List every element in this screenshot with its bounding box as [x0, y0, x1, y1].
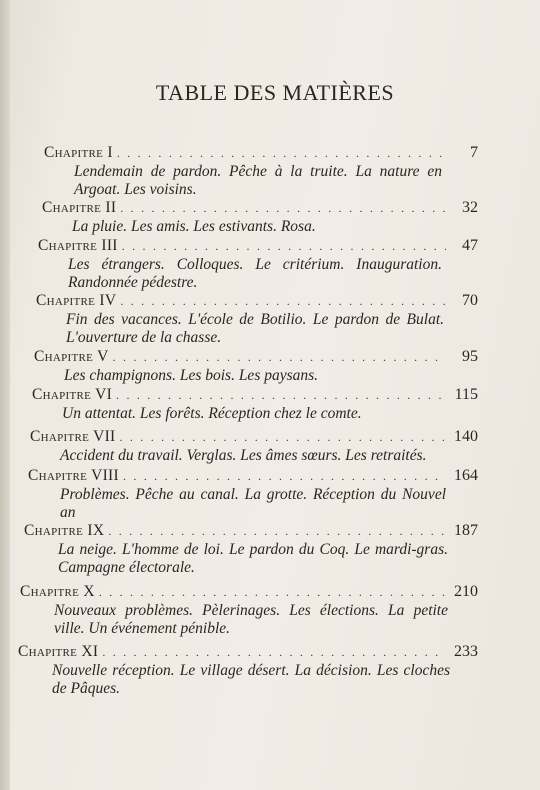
chapter-label: Chapitre V — [34, 348, 109, 365]
chapter-summary: Les étrangers. Colloques. Le critérium. Inauguration. Randonnée pédestre. — [68, 256, 442, 291]
chapter-label: Chapitre IX — [24, 522, 105, 539]
page-title: TABLE DES MATIÈRES — [155, 80, 395, 105]
chapter-label: Chapitre I — [44, 144, 113, 161]
toc-entry — [32, 386, 478, 423]
chapter-label: Chapitre X — [20, 583, 95, 600]
page-number: 70 — [462, 292, 478, 309]
chapter-summary: Fin des vacances. L'école de Botilio. Le pardon de Bulat. L'ouverture de la chasse. — [66, 311, 444, 346]
toc-entry — [28, 467, 478, 522]
dot-leader — [99, 585, 446, 600]
chapter-summary: Nouvelle réception. Le village désert. La décision. Les cloches de Pâques. — [52, 662, 450, 697]
dot-leader — [116, 388, 446, 403]
chapter-summary: Nouveaux problèmes. Pèlerinages. Les élections. La petite ville. Un événement pénible. — [54, 602, 448, 637]
chapter-summary: La pluie. Les amis. Les estivants. Rosa. — [72, 218, 316, 235]
chapter-summary: La neige. L'homme de loi. Le pardon du Coq. Le mardi-gras. Campagne électorale. — [58, 541, 448, 576]
page-number: 187 — [454, 522, 478, 539]
toc-entry — [18, 643, 478, 698]
page-number: 115 — [454, 386, 478, 403]
dot-leader — [113, 350, 446, 365]
toc-entry — [42, 199, 478, 236]
dot-leader — [108, 524, 446, 539]
page-number: 164 — [454, 467, 478, 484]
dot-leader — [123, 469, 446, 484]
chapter-label: Chapitre VII — [30, 428, 116, 445]
toc-entry — [36, 292, 478, 347]
page-number: 210 — [454, 583, 478, 600]
chapter-label: Chapitre III — [38, 237, 118, 254]
dot-leader — [102, 645, 446, 660]
chapter-summary: Un attentat. Les forêts. Réception chez le comte. — [62, 405, 362, 422]
page-number: 47 — [462, 237, 478, 254]
dot-leader — [120, 430, 447, 445]
chapter-label: Chapitre II — [42, 199, 117, 216]
toc-entry — [30, 428, 478, 465]
page-number: 7 — [470, 144, 478, 161]
page-number: 233 — [454, 643, 478, 660]
page-number: 140 — [454, 428, 478, 445]
toc-entry — [20, 583, 478, 638]
chapter-label: Chapitre VI — [32, 386, 113, 403]
page-number: 95 — [462, 348, 478, 365]
toc-entry — [34, 348, 478, 385]
dot-leader — [120, 294, 446, 309]
chapter-label: Chapitre VIII — [28, 467, 119, 484]
dot-leader — [122, 239, 446, 254]
chapter-summary: Problèmes. Pêche au canal. La grotte. Réception du Nouvel an — [60, 486, 446, 521]
toc-entry — [38, 237, 478, 292]
dot-leader — [117, 146, 446, 161]
chapter-label: Chapitre IV — [36, 292, 117, 309]
toc-entry — [24, 522, 478, 577]
page-number: 32 — [462, 199, 478, 216]
chapter-summary: Les champignons. Les bois. Les paysans. — [64, 367, 319, 384]
toc-entry — [44, 144, 478, 199]
dot-leader — [120, 201, 446, 216]
chapter-summary: Accident du travail. Verglas. Les âmes sœurs. Les retraités. — [60, 447, 427, 464]
chapter-summary: Lendemain de pardon. Pêche à la truite. La nature en Argoat. Les voisins. — [74, 163, 442, 198]
chapter-label: Chapitre XI — [18, 643, 99, 660]
